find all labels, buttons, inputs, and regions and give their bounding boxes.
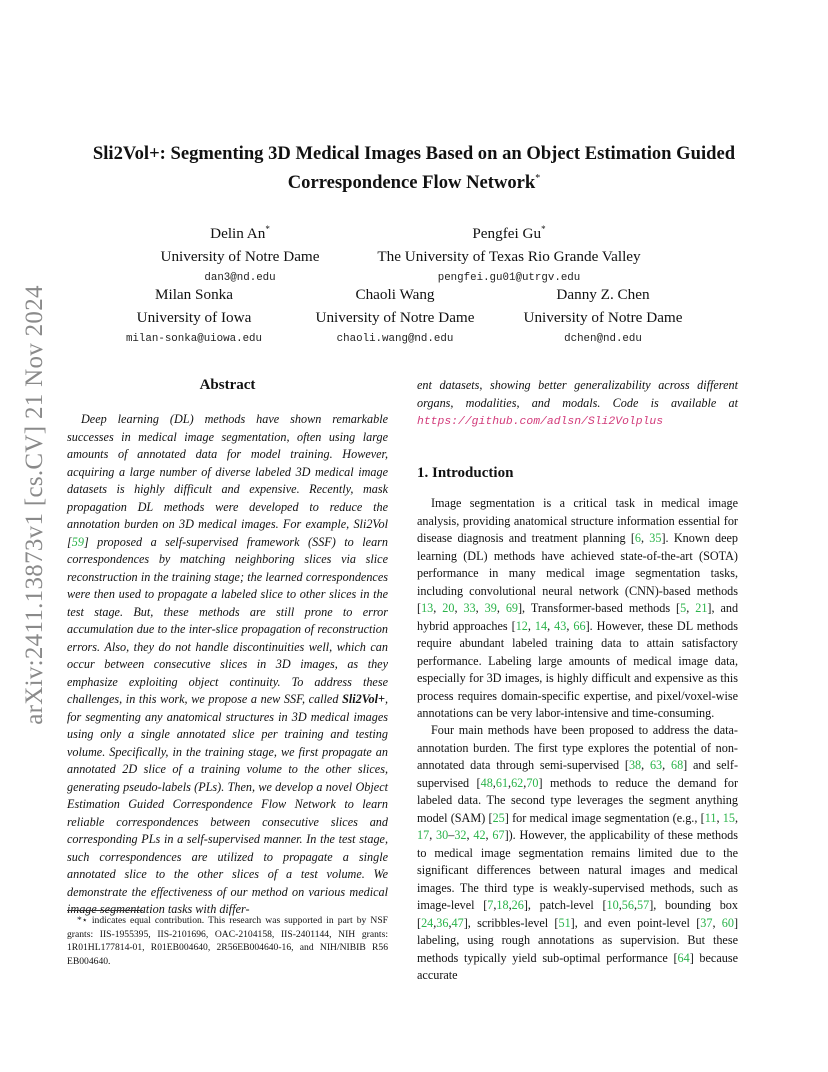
author-name: Chaoli Wang	[355, 286, 435, 303]
author-name: Pengfei Gu	[472, 225, 542, 243]
paragraph-text: ]). However, the applicability of these methods to medical image segmentation remains limited due to the significant differences between natural images and medical images. The third type is weakly-supervised methods, such as image-level [	[417, 828, 739, 912]
citation-link[interactable]: 39	[484, 601, 497, 615]
paragraph-text: ], scribbles-level [	[463, 915, 559, 930]
author-email: chaoli.wang@nd.edu	[336, 333, 454, 345]
citation-link[interactable]: 17	[417, 828, 430, 842]
paragraph-text: ,	[618, 898, 622, 912]
citation-link[interactable]: 30	[436, 828, 449, 842]
code-url-link[interactable]: https://github.com/adlsn/Sli2Volplus	[417, 416, 664, 428]
paragraph-text: ,	[640, 531, 650, 545]
citation-link[interactable]: 57	[637, 898, 650, 912]
footnote: *⋆ indicates equal contribution. This research was supported in part by NSF grants: IIS-1955395, IIS-2101696, OAC-2104158, IIS-2401144, NIH grants: 1R01HL177814-01, R01EB004640, 2R56EB004640-16, and NIH/NIBIB R56 EB004640.	[67, 915, 388, 967]
paragraph-text: ], patch-level [	[523, 898, 607, 912]
citation-link[interactable]: 5	[680, 601, 687, 615]
citation-link[interactable]: 6	[634, 531, 641, 545]
paragraph-text: ,	[712, 915, 722, 930]
paragraph-text: ,	[527, 618, 535, 633]
arxiv-identifier-text: arXiv:2411.13873v1 [cs.CV] 21 Nov 2024	[21, 285, 48, 725]
citation-link[interactable]: 36	[436, 915, 449, 930]
citation-link[interactable]: 51	[558, 915, 571, 930]
author-block	[300, 283, 490, 349]
paragraph-text: ,	[493, 898, 497, 912]
paragraph-text: ,	[734, 810, 738, 825]
citation-link[interactable]: 62	[511, 775, 524, 790]
author-name: Milan Sonka	[154, 286, 234, 303]
paragraph-text: ,	[475, 601, 485, 615]
citation-link[interactable]: 10	[606, 898, 619, 912]
author-affiliation: University of Notre Dame	[160, 248, 320, 266]
citation-link[interactable]: 11	[704, 810, 717, 825]
paragraph-text: ], and even point-level [	[570, 915, 701, 930]
arxiv-identifier	[20, 280, 50, 730]
equal-contribution-mark: *	[265, 224, 270, 234]
introduction-heading: 1. Introduction	[417, 465, 514, 481]
paragraph-text: ], bounding box [	[417, 898, 738, 930]
author-name: Danny Z. Chen	[556, 286, 650, 303]
author-affiliation: University of Notre Dame	[315, 309, 475, 326]
paragraph-text: ,	[466, 828, 474, 842]
paragraph-text: ,	[492, 775, 496, 790]
citation-link[interactable]: 61	[495, 775, 509, 790]
author-affiliation: The University of Texas Rio Grande Valley	[377, 248, 641, 266]
paragraph-text: ,	[454, 601, 464, 615]
citation-link[interactable]: 38	[628, 758, 642, 772]
author-name: Delin An	[210, 225, 266, 243]
citation-link[interactable]: 43	[554, 618, 567, 633]
paragraph-text: ,	[429, 828, 437, 842]
citation-link[interactable]: 26	[511, 898, 524, 912]
citation-link[interactable]: 35	[649, 531, 662, 545]
citation-link[interactable]: 69	[505, 601, 518, 615]
citation-link[interactable]: 20	[442, 601, 455, 615]
citation-link[interactable]: 32	[454, 828, 467, 842]
paragraph-text: ]. However, these DL methods require abundant labeled training data to attain satisfactory performance. Labeling large amounts of medical image data, especially for 3D images, is highly difficult and expensive as this process requires domain-specific expertise, and pixel/voxel-wise annotations can be very labor-intensive and time-consuming.	[417, 618, 739, 720]
citation-link[interactable]: 15	[722, 810, 735, 825]
author-email: pengfei.gu01@utrgv.edu	[437, 272, 581, 285]
author-affiliation: University of Notre Dame	[523, 309, 683, 326]
citation-link[interactable]: 21	[695, 601, 708, 615]
citation-link[interactable]: 48	[480, 775, 493, 790]
citation-link[interactable]: 59	[71, 534, 84, 549]
citation-link[interactable]: 42	[473, 828, 486, 842]
paragraph-text: ], and hybrid approaches [	[417, 601, 739, 633]
paragraph-text: ,	[716, 810, 723, 825]
paragraph-text: ,	[508, 775, 512, 790]
author-affiliation: University of Iowa	[136, 309, 252, 326]
citation-link[interactable]: 12	[515, 618, 528, 633]
author-email: milan-sonka@uiowa.edu	[125, 333, 263, 345]
paragraph-text: ,	[433, 915, 437, 930]
citation-link[interactable]: 63	[649, 758, 663, 772]
paragraph-text: ,	[508, 898, 512, 912]
citation-link[interactable]: 60	[721, 915, 734, 930]
author-block	[358, 218, 660, 288]
paragraph-text: ,	[633, 898, 637, 912]
citation-link[interactable]: 70	[526, 775, 539, 790]
citation-link[interactable]: 13	[421, 601, 434, 615]
paragraph-text: ] and self-supervised [	[417, 758, 739, 790]
introduction-paragraph-1	[417, 495, 738, 723]
author-email: dan3@nd.edu	[204, 272, 276, 285]
paragraph-text: ,	[686, 601, 696, 615]
author-block	[506, 283, 700, 349]
citation-link[interactable]: 56	[621, 898, 634, 912]
citation-link[interactable]: 18	[496, 898, 509, 912]
citation-link[interactable]: 25	[492, 810, 505, 825]
paragraph-text: ], Transformer-based methods [	[518, 601, 681, 615]
method-name: Sli2Vol+	[342, 692, 385, 706]
citation-link[interactable]: 68	[670, 758, 684, 772]
title-line-1: Sli2Vol+: Segmenting 3D Medical Images Based on an Object Estimation Guided	[92, 143, 736, 164]
citation-link[interactable]: 33	[463, 601, 476, 615]
abstract-continuation: ent datasets, showing better generalizability across different organs, modalities, and modals. Code is available at https://github.com/adlsn/Sli2Volplus	[417, 378, 738, 428]
paragraph-text: ,	[523, 775, 527, 790]
citation-link[interactable]: 24	[421, 915, 434, 930]
paragraph-text: ] methods to reduce the demand for labeled data. The second type leverages the segment anything model (SAM) [	[417, 775, 738, 825]
paragraph-text: ] for medical image segmentation (e.g., [	[504, 810, 705, 825]
paper-title	[80, 141, 748, 195]
equal-contribution-mark: *	[541, 224, 546, 234]
author-block	[140, 218, 340, 288]
introduction-paragraph-2	[417, 722, 738, 985]
abstract-text: Deep learning (DL) methods have shown remarkable successes in medical image segmentation, often using large amounts of annotated data for model training. However, acquiring a large number of diverse labeled 3D medical image datasets is highly difficult and expensive. Recently, mask propagation DL methods were developed to reduce the annotation burden on 3D medical images. For example, Sli2Vol [59] proposed a self-supervised framework (SSF) to learn correspondences by matching neighboring slices via slice reconstruction in the training stage; the learned correspondences were then used to propagate a labeled slice to other slices in the test stage. But, these methods are still prone to error accumulation due to the inter-slice propagation of reconstruction errors. Also, they do not handle discontinuities well, which can occur between consecutive slices in 3D images, as they emphasize exploiting object continuity. To address these challenges, in this work, we propose a new SSF, called Sli2Vol+, for segmenting any anatomical structures in 3D medical images using only a single annotated slice per training and testing volume. Specifically, in the training stage, we first propagate an annotated 2D slice of a training volume to the other slices, generating pseudo-labels (PLs). Then, we develop a novel Object Estimation Guided Correspondence Flow Network to learn reliable correspondences between consecutive slices and corresponding PLs in a self-supervised manner. In the test stage, such correspondences are utilized to propagate a single annotated slice to the other slices of a test volume. We demonstrate the effectiveness of our method on various medical image segmentation tasks with differ-	[67, 412, 388, 916]
paragraph-text: –	[448, 828, 455, 842]
citation-link[interactable]: 14	[534, 618, 548, 633]
paragraph-text: Image segmentation is a critical task in medical image analysis, providing anatomical structure information essential for disease diagnosis and treatment planning [	[417, 496, 738, 545]
paragraph-text: ] labeling, using rough annotations as supervision. But these methods typically yield sub-optimal performance [	[417, 915, 738, 965]
citation-link[interactable]: 7	[487, 898, 494, 912]
abstract-heading: Abstract	[199, 377, 256, 393]
citation-link[interactable]: 64	[677, 950, 690, 965]
author-block	[100, 283, 288, 349]
paragraph-text: ]. Known deep learning (DL) methods have achieved state-of-the-art (SOTA) performance in many medical image segmentation tasks, including convolutional neural network (CNN)-based methods [	[417, 531, 739, 615]
paragraph-text: ,	[485, 828, 493, 842]
citation-link[interactable]: 37	[700, 915, 713, 930]
paragraph-text: ,	[662, 758, 671, 772]
citation-link[interactable]: 67	[492, 828, 505, 842]
author-email: dchen@nd.edu	[564, 333, 642, 345]
paragraph-text: ,	[433, 601, 443, 615]
paragraph-text: ,	[448, 915, 452, 930]
paragraph-text: ] because accurate	[417, 950, 738, 982]
citation-link[interactable]: 47	[451, 915, 464, 930]
paragraph-text: ,	[496, 601, 506, 615]
citation-link[interactable]: 66	[573, 618, 586, 633]
paragraph-text: ,	[641, 758, 650, 772]
footnote-rule	[67, 910, 143, 911]
paragraph-text: Four main methods have been proposed to address the data-annotation burden. The first type explores the potential of non-annotated data through semi-supervised [	[417, 723, 738, 772]
paragraph-text: ,	[547, 618, 555, 633]
title-line-2: Correspondence Flow Network	[287, 172, 536, 194]
paragraph-text: ,	[566, 618, 574, 633]
title-footnote-mark: *	[535, 173, 541, 184]
